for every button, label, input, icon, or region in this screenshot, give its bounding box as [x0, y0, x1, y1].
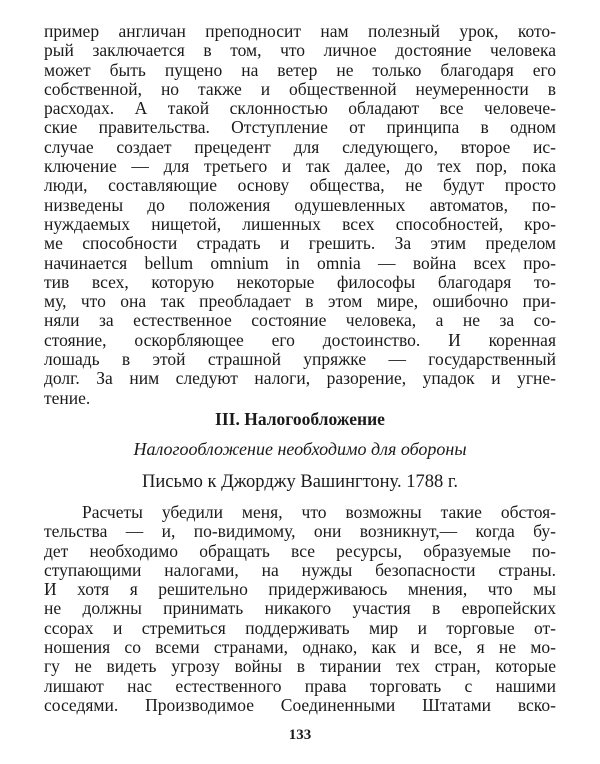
- text-line: нуждаемых нищетой, лишенных всех способностей, кро-: [44, 214, 556, 234]
- text-line: ме способности страдать и грешить. За этим пределом: [44, 234, 556, 254]
- text-line: пример англичан преподносит нам полезный урок, кото-: [44, 22, 556, 41]
- text-line: лишают нас естественного права торговать с нашими: [44, 676, 556, 696]
- page-number: 133: [288, 727, 312, 743]
- section-heading: III. Налогообложение: [215, 409, 385, 429]
- text-line: не должны принимать никакого участия в европейских: [44, 599, 556, 619]
- text-line: ссорах и стремиться поддерживать мир и торговые от-: [44, 618, 556, 638]
- text-line: ношения со всеми странами, однако, как и все, я не мо-: [44, 638, 556, 658]
- text-line: стояние, оскорбляющее его достоинство. И коренная: [44, 330, 556, 350]
- text-line: расходах. А такой склонностью обладают все человече-: [44, 99, 556, 119]
- text-line: лошадь в этой страшной упряжке — государственный: [44, 350, 556, 370]
- text-line: му, что она так преобладает в этом мире, ошибочно при-: [44, 292, 556, 312]
- letter-title: Письмо к Джорджу Вашингтону. 1788 г.: [142, 472, 458, 492]
- text-line: люди, составляющие основу общества, не будут просто: [44, 176, 556, 196]
- text-line: Расчеты убедили меня, что возможны такие обстоя-: [82, 503, 556, 522]
- text-line: тение.: [44, 388, 91, 408]
- text-line: ские правительства. Отступление от принципа в одном: [44, 118, 556, 138]
- text-line: ступающими налогами, на нужды безопасности страны.: [44, 560, 556, 580]
- text-line: долг. За ним следуют налоги, разорение, упадок и угне-: [44, 369, 556, 389]
- text-line: И хотя я решительно придерживаюсь мнения, что мы: [44, 580, 556, 600]
- text-line: случае создает прецедент для следующего, второе ис-: [44, 137, 556, 157]
- text-line: няли за естественное состояние человека, а не за со-: [44, 311, 556, 331]
- text-line: тельства — и, по-видимому, они возникнут,— когда бу-: [44, 522, 556, 542]
- text-line: начинается bellum omnium in omnia — война всех про-: [44, 253, 556, 273]
- text-line: тив всех, которую некоторые философы благодаря то-: [44, 272, 556, 292]
- text-line: может быть пущено на ветер не только благодаря его: [44, 60, 556, 80]
- paragraph-1: [44, 22, 556, 408]
- text-line: низведены до положения одушевленных автоматов, по-: [44, 195, 556, 215]
- text-line: гу не видеть угрозу войны в тирании тех стран, которые: [44, 657, 556, 677]
- text-line: ключение — для третьего и так далее, до тех пор, пока: [44, 157, 556, 177]
- text-line: соседями. Производимое Соединенными Штатами вско-: [44, 695, 556, 715]
- text-line: дет необходимо обращать все ресурсы, образуемые по-: [44, 541, 556, 561]
- text-line: собственной, но также и общественной неумеренности в: [44, 79, 556, 99]
- subheading: Налогообложение необходимо для обороны: [133, 439, 467, 459]
- text-line: рый заключается в том, что личное достояние человека: [44, 41, 556, 61]
- paragraph-2: [44, 503, 556, 715]
